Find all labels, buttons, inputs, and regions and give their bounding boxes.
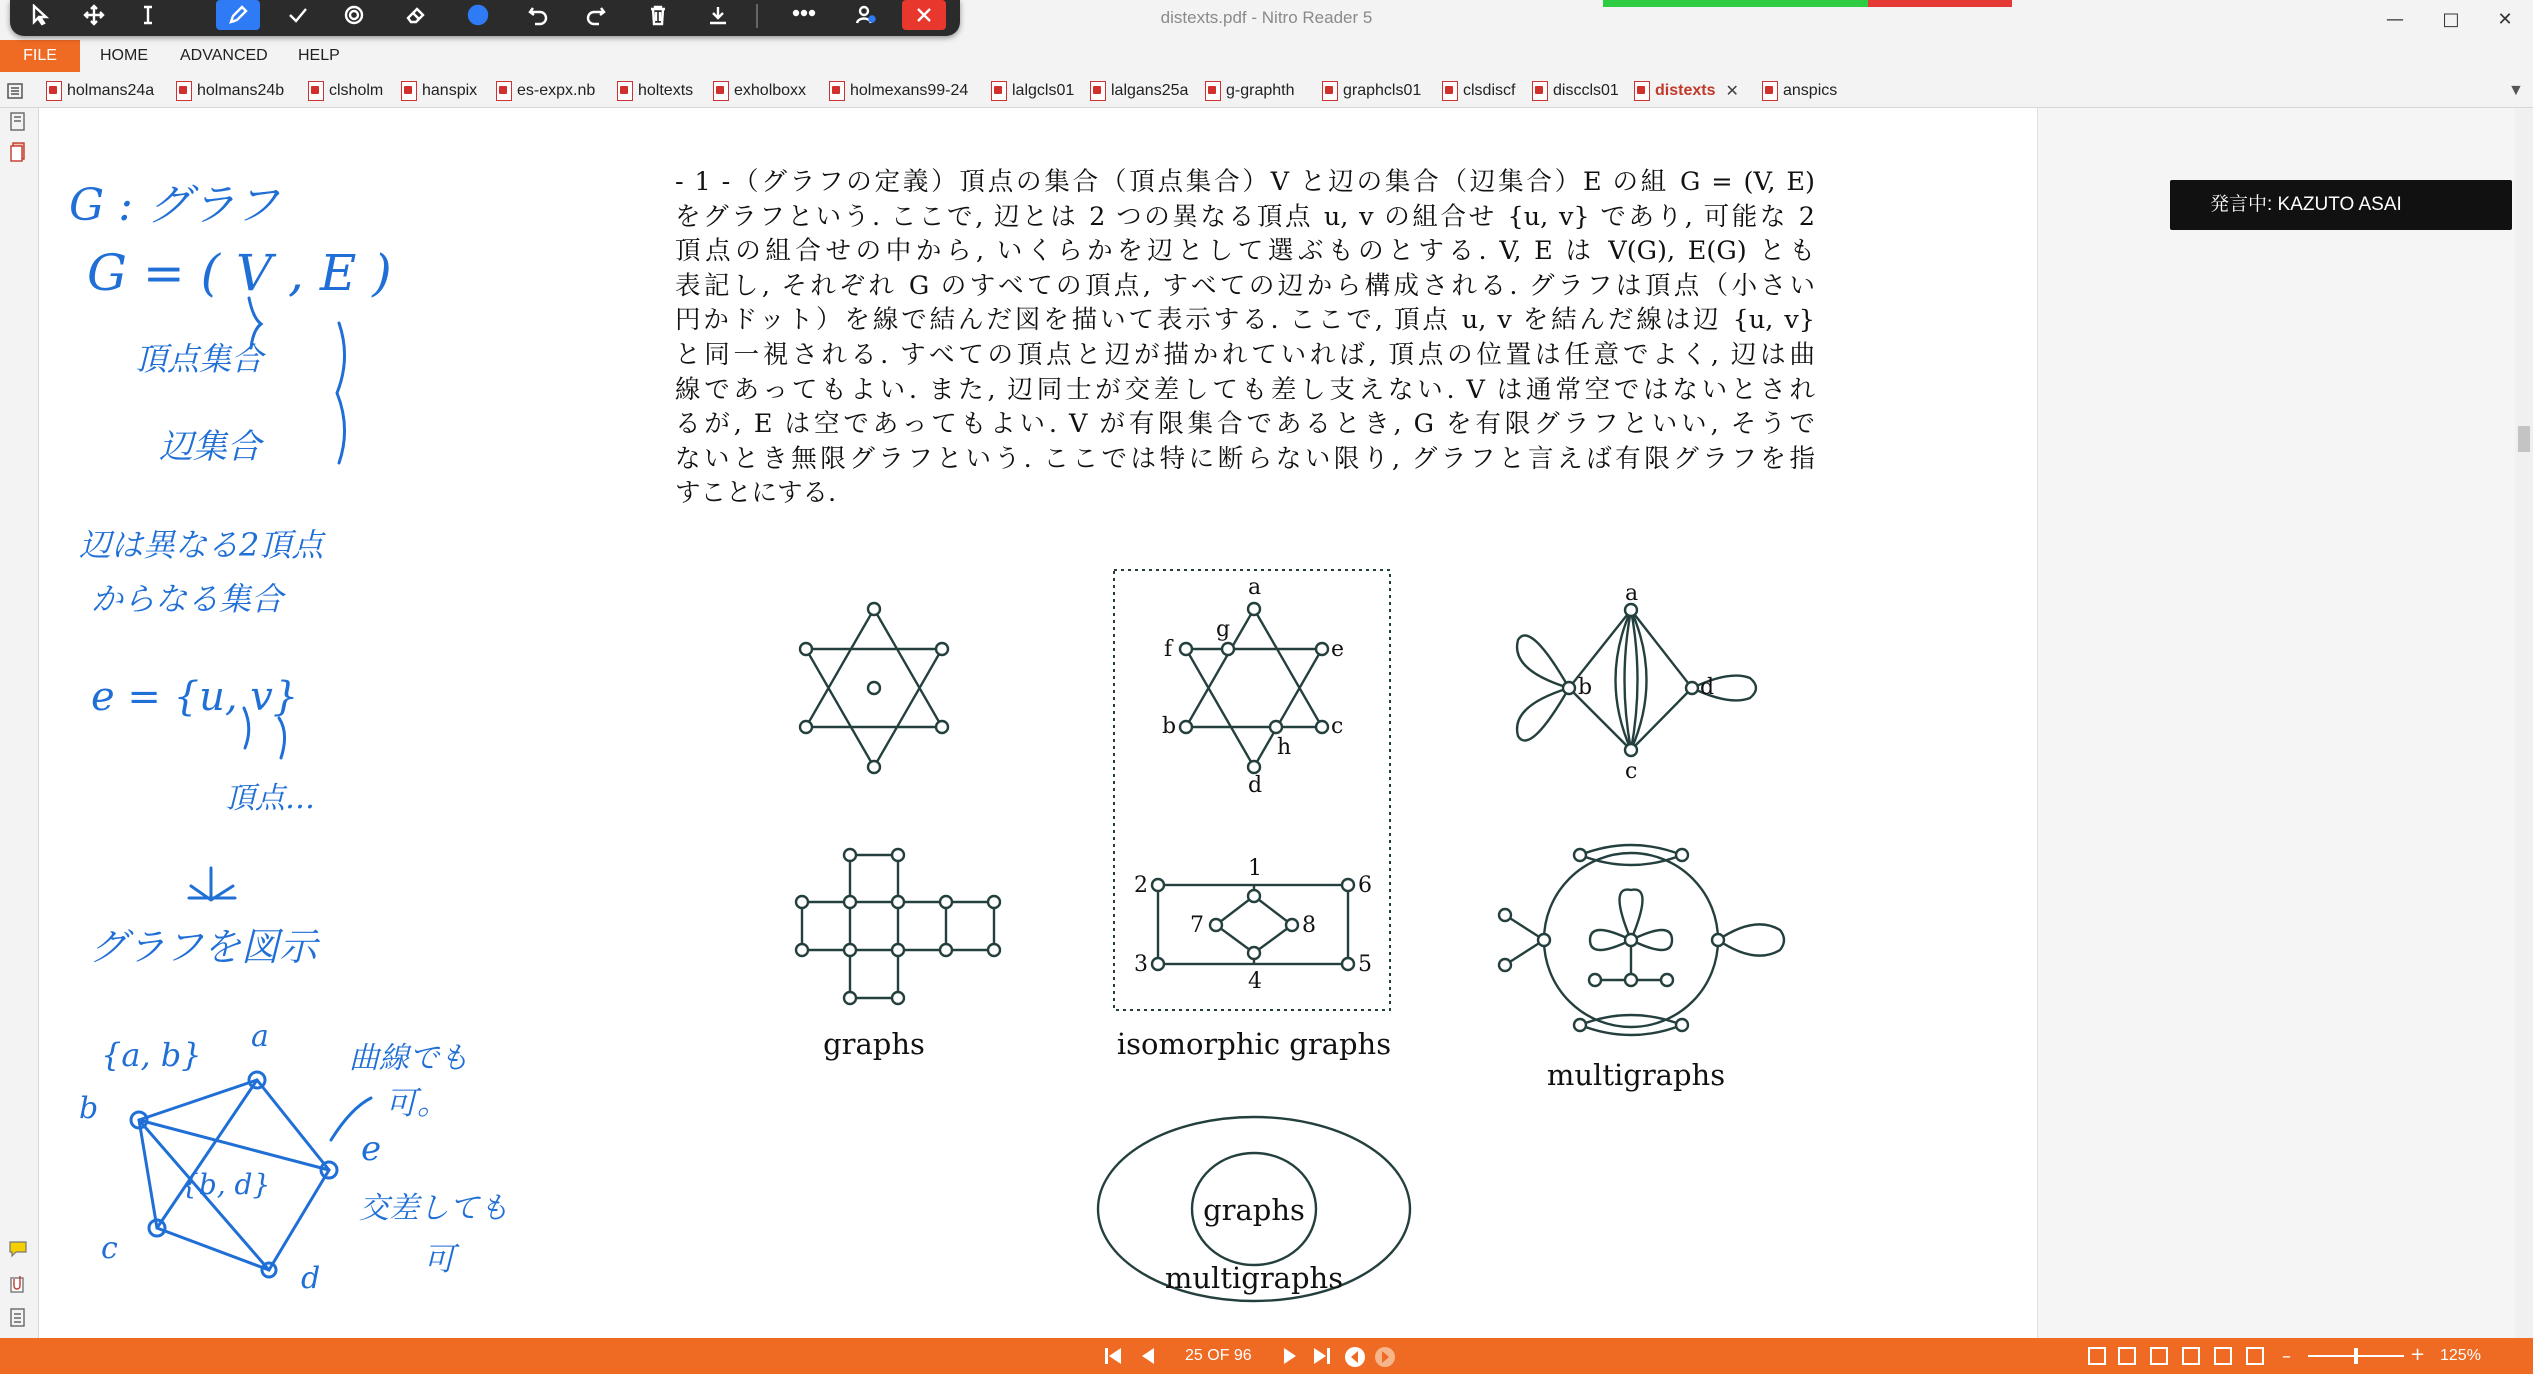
select-arrow-icon[interactable] <box>18 0 62 30</box>
side-panel-strip <box>0 108 39 1338</box>
pen-icon[interactable] <box>216 0 260 30</box>
user-presenter-icon[interactable] <box>844 0 888 30</box>
status-indicator-green <box>1603 0 1868 7</box>
pages-icon[interactable] <box>9 142 27 166</box>
annotation-margin[interactable] <box>39 108 509 1338</box>
pdf-file-icon <box>1442 81 1458 101</box>
tab-label: clsdiscf <box>1463 82 1516 99</box>
vertex-label: a <box>1248 575 1262 600</box>
vertex-label: c <box>1625 759 1638 784</box>
tab-label: distexts <box>1655 82 1716 99</box>
note-node-b: b <box>79 1091 99 1126</box>
vertex-label: d <box>1700 675 1715 700</box>
tab-holmans24b[interactable] <box>176 79 284 103</box>
undo-icon[interactable] <box>516 0 560 30</box>
tab-anspics[interactable] <box>1762 79 1837 103</box>
tab-lalgcls01[interactable] <box>991 79 1074 103</box>
tab-graphcls01[interactable] <box>1322 79 1421 103</box>
continuous-view-icon[interactable] <box>2118 1347 2136 1365</box>
tab-list-icon[interactable] <box>6 79 24 103</box>
minimize-button[interactable]: — <box>2386 9 2404 30</box>
note-label-e: e <box>361 1129 382 1169</box>
tab-holmexans99-24[interactable] <box>829 79 968 103</box>
text-line: と同一視される. すべての頂点と辺が描かれていれば, 頂点の位置は任意でよく, 辺は曲 <box>675 339 1815 370</box>
tab-distexts[interactable] <box>1634 79 1739 103</box>
note-vertex-set: 頂点集合 <box>135 340 264 378</box>
note-draw-graph: グラフを図示 <box>89 925 318 969</box>
tab-clsdiscf[interactable] <box>1442 79 1515 103</box>
menu-help[interactable]: HELP <box>298 47 340 64</box>
tab-exholboxx[interactable] <box>713 79 806 103</box>
layers-icon[interactable] <box>9 1308 27 1332</box>
scrollbar-thumb[interactable] <box>2518 426 2530 452</box>
text-line: るが, E は空であってもよい. V が有限集合であるとき, G を有限グラフといい, そうで <box>675 409 1815 440</box>
right-margin <box>2037 108 2516 1338</box>
text-line: 頂点の組合せの中から, いくらかを辺として選ぶものとする. V, E は V(G), E(G) とも <box>675 236 1815 267</box>
tab-label: holmexans99-24 <box>850 82 969 99</box>
note-edge-two-vertices: 辺は異なる2頂点 <box>79 526 324 564</box>
move-icon[interactable] <box>72 0 116 30</box>
note-graph-def: G : グラフ <box>69 180 279 231</box>
text-line: 線であってもよい. また, 辺同士が交差しても差し支えない. V は通常空ではないとされ <box>675 374 1815 405</box>
ribbon-menu <box>0 40 2533 72</box>
note-e-equals-uv: e = {u, v} <box>91 674 299 720</box>
pdf-file-icon <box>46 81 62 101</box>
tab-holtexts[interactable] <box>617 79 693 103</box>
text-line: 表記し, それぞれ G のすべての頂点, すべての辺から構成される. グラフは頂点（小さい <box>675 270 1815 301</box>
facing-view-icon[interactable] <box>2150 1347 2168 1365</box>
note-node-c: c <box>101 1231 118 1266</box>
pdf-file-icon <box>617 81 633 101</box>
figure-multigraph-loops <box>1517 604 1756 756</box>
note-ok-2: 可 <box>423 1240 456 1278</box>
vertex-label: 5 <box>1358 952 1372 977</box>
forward-view-icon[interactable] <box>1374 1346 1396 1371</box>
attachments-icon[interactable] <box>8 1274 28 1298</box>
vertical-scrollbar[interactable] <box>2515 108 2533 1338</box>
figure-circle-multigraph <box>1499 845 1784 1035</box>
note-edge-set: 辺集合 <box>159 427 261 467</box>
zoom-level[interactable]: 125% <box>2440 1347 2481 1364</box>
stamp-icon[interactable] <box>332 0 376 30</box>
trash-icon[interactable] <box>636 0 680 30</box>
tab-label: clsholm <box>329 82 384 99</box>
pdf-file-icon <box>401 81 417 101</box>
fit-width-icon[interactable] <box>2246 1347 2264 1365</box>
pdf-file-icon <box>496 81 512 101</box>
note-ok-1: 可。 <box>385 1084 450 1122</box>
note-vertices: 頂点… <box>225 781 315 816</box>
zoom-in-icon[interactable]: + <box>2410 1344 2426 1365</box>
text-line: をグラフという. ここで, 辺とは 2 つの異なる頂点 u, v の組合せ {u, v} であり, 可能な 2 <box>675 201 1815 232</box>
note-crossing-ok: 交差しても <box>359 1191 509 1226</box>
tab-label: holmans24a <box>67 82 155 99</box>
tab-label: g-graphth <box>1226 82 1295 99</box>
note-node-a: a <box>251 1019 269 1054</box>
menu-file[interactable]: FILE <box>0 40 80 72</box>
more-options-icon[interactable] <box>782 0 826 30</box>
venn-inner-label: graphs <box>1203 1193 1305 1227</box>
first-page-icon[interactable] <box>1103 1346 1125 1369</box>
tab-label: lalgans25a <box>1111 82 1189 99</box>
note-g-equals-ve: G = ( V , E ) <box>87 244 392 302</box>
status-bar <box>0 1338 2533 1374</box>
vertex-label: d <box>1248 773 1263 798</box>
tab-label: exholboxx <box>734 82 807 99</box>
pdf-file-icon <box>1532 81 1548 101</box>
toolbar-separator <box>756 4 758 28</box>
text-line: 円かドット）を線で結んだ図を描いて表示する. ここで, 頂点 u, v を結んだ線は辺 {u, v} <box>675 305 1815 336</box>
tab-label: graphcls01 <box>1343 82 1422 99</box>
graph-figures <box>740 560 1800 1310</box>
menu-advanced[interactable]: ADVANCED <box>180 47 268 64</box>
tab-label: hanspix <box>422 82 478 99</box>
check-icon[interactable] <box>276 0 320 30</box>
vertex-label: 6 <box>1358 873 1372 898</box>
vertex-label: f <box>1164 637 1173 662</box>
zoom-slider-thumb[interactable] <box>2354 1348 2358 1364</box>
vertex-label: c <box>1331 714 1344 739</box>
tab-label: anspics <box>1783 82 1838 99</box>
caption-multigraphs: multigraphs <box>1546 1058 1726 1092</box>
tab-holmans24a[interactable] <box>46 79 154 103</box>
note-set-made-of: からなる集合 <box>91 580 284 618</box>
tab-clsholm[interactable] <box>308 79 383 103</box>
caption-graphs: graphs <box>823 1027 925 1061</box>
fit-page-icon[interactable] <box>2214 1347 2232 1365</box>
color-picker-icon[interactable] <box>456 0 500 30</box>
download-icon[interactable] <box>696 0 740 30</box>
text-line: すことにする. <box>675 478 837 509</box>
single-page-view-icon[interactable] <box>2088 1347 2106 1365</box>
tab-es-expx[interactable] <box>496 79 595 103</box>
tab-hanspix[interactable] <box>401 79 477 103</box>
redo-icon[interactable] <box>574 0 618 30</box>
vertex-label: a <box>1625 581 1639 606</box>
pdf-file-icon <box>1634 81 1650 101</box>
close-window-button[interactable]: ✕ <box>2497 9 2513 30</box>
last-page-icon[interactable] <box>1310 1346 1332 1369</box>
tab-label: disccls01 <box>1553 82 1619 99</box>
vertex-label: 1 <box>1248 856 1262 881</box>
eraser-icon[interactable] <box>394 0 438 30</box>
bookmarks-icon[interactable] <box>9 112 27 136</box>
zoom-out-icon[interactable]: – <box>2282 1346 2291 1367</box>
vertex-label: 8 <box>1302 913 1316 938</box>
pdf-file-icon <box>829 81 845 101</box>
vertex-label: b <box>1578 675 1593 700</box>
figure-grid-graph <box>796 849 1000 1004</box>
caption-isomorphic-graphs: isomorphic graphs <box>1116 1027 1392 1061</box>
pdf-file-icon <box>991 81 1007 101</box>
tab-lalgans25a[interactable] <box>1090 79 1188 103</box>
tab-label: holtexts <box>638 82 694 99</box>
note-node-d: d <box>301 1261 321 1296</box>
pdf-file-icon <box>1205 81 1221 101</box>
zoom-slider[interactable] <box>2308 1355 2404 1357</box>
close-tab-icon[interactable]: ✕ <box>1725 83 1739 100</box>
pdf-file-icon <box>1090 81 1106 101</box>
pdf-file-icon <box>1322 81 1338 101</box>
tab-label: es-expx.nb <box>517 82 596 99</box>
vertex-label: g <box>1216 617 1231 642</box>
text-line: ないとき無限グラフという. ここでは特に断らない限り, グラフと言えば有限グラフを指 <box>675 443 1815 474</box>
previous-page-icon[interactable] <box>1138 1346 1158 1369</box>
vertex-label: 3 <box>1134 952 1148 977</box>
pdf-file-icon <box>713 81 729 101</box>
maximize-button[interactable]: □ <box>2442 9 2460 30</box>
tab-label: lalgcls01 <box>1012 82 1075 99</box>
text-line: - 1 -（グラフの定義）頂点の集合（頂点集合）V と辺の集合（辺集合）E の組 G = (V, E) <box>675 167 1815 197</box>
page-indicator[interactable]: 25 OF 96 <box>1185 1347 1252 1364</box>
figure-rect-diamond-graph <box>1152 879 1354 970</box>
venn-outer-label: multigraphs <box>1164 1261 1344 1295</box>
tab-label: holmans24b <box>197 82 285 99</box>
vertex-label: 7 <box>1190 913 1204 938</box>
comments-icon[interactable] <box>8 1240 28 1262</box>
vertex-label: 4 <box>1248 969 1262 994</box>
annotation-toolbar <box>10 0 960 36</box>
next-page-icon[interactable] <box>1280 1346 1300 1369</box>
vertex-label: e <box>1331 637 1345 662</box>
pdf-file-icon <box>1762 81 1778 101</box>
pdf-file-icon <box>308 81 324 101</box>
note-set-ab: {a, b} <box>101 1036 202 1074</box>
vertex-label: b <box>1162 714 1177 739</box>
figure-labeled-star-graph <box>1180 603 1328 773</box>
status-indicator-red <box>1868 0 2012 7</box>
pdf-file-icon <box>176 81 192 101</box>
text-cursor-icon[interactable] <box>126 0 170 30</box>
vertex-label: h <box>1277 735 1292 760</box>
facing-continuous-view-icon[interactable] <box>2182 1347 2200 1365</box>
menu-home[interactable]: HOME <box>100 47 148 64</box>
note-curves-ok: 曲線でも <box>349 1041 469 1076</box>
speaker-badge: 発言中: KAZUTO ASAI <box>2170 180 2512 230</box>
vertex-label: 2 <box>1134 873 1148 898</box>
definition-paragraph <box>675 165 1815 511</box>
tab-overflow-chevron-icon[interactable]: ▼ <box>2508 82 2524 99</box>
document-tab-bar <box>0 75 2533 108</box>
handwritten-notes <box>39 108 509 1338</box>
tab-g-graphth[interactable] <box>1205 79 1295 103</box>
close-toolbar-icon[interactable] <box>902 0 946 30</box>
window-title: distexts.pdf - Nitro Reader 5 <box>1160 8 1373 27</box>
note-set-bd: {b, d} <box>181 1168 271 1201</box>
figure-star-graph <box>800 603 948 773</box>
back-view-icon[interactable] <box>1344 1346 1366 1371</box>
tab-disccls01[interactable] <box>1532 79 1619 103</box>
